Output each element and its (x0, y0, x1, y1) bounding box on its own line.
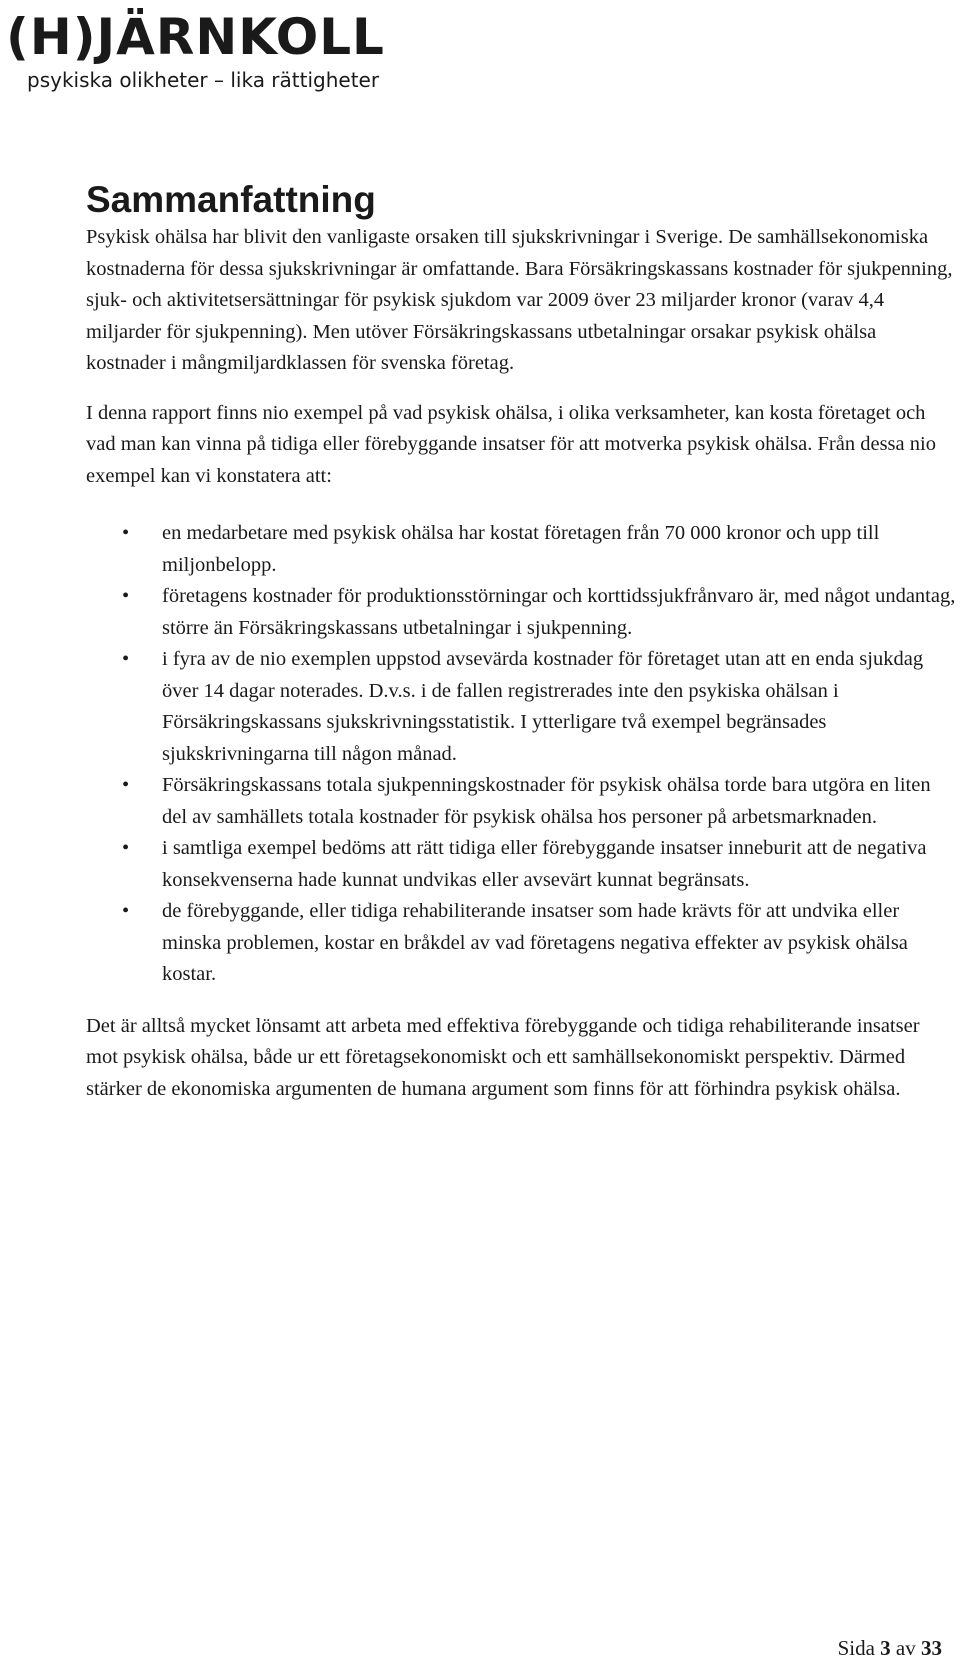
list-item (86, 833, 956, 896)
bullet-icon: • (122, 774, 130, 796)
page-label: Sida (837, 1636, 875, 1660)
total-pages: 33 (921, 1636, 942, 1660)
page-of-label: av (895, 1636, 916, 1660)
page-number (838, 1634, 942, 1662)
examples-paragraph: I denna rapport finns nio exempel på vad psykisk ohälsa, i olika verksamheter, kan kosta företaget och vad man kan vinna på tidiga eller förebyggande insatser för att motverka psykisk ohälsa. Från dessa nio exempel kan vi konstatera att: (86, 401, 936, 487)
list-item-text: i fyra av de nio exemplen uppstod avsevärda kostnader för företaget utan att en enda sjukdag över 14 dagar noterades. D.v.s. i de fallen registrerades inte den psykiska ohälsan i Försäkringskassans sjukskrivningsstatistik. I ytterligare två exempel begränsades sjukskrivningarna till någon månad. (162, 648, 924, 765)
list-item (86, 896, 956, 991)
page-title: Sammanfattning (86, 179, 376, 220)
list-item-text: en medarbetare med psykisk ohälsa har kostat företagen från 70 000 kronor och upp till miljonbelopp. (162, 522, 880, 576)
bullet-icon: • (122, 585, 130, 607)
findings-list (86, 518, 956, 991)
list-item-text: de förebyggande, eller tidiga rehabiliterande insatser som hade krävts för att undvika eller minska problemen, kostar en bråkdel av vad företagens negativa effekter av psykisk ohälsa kostar. (162, 900, 908, 985)
list-item (86, 518, 956, 581)
list-item (86, 770, 956, 833)
current-page: 3 (880, 1636, 891, 1660)
bullet-icon: • (122, 648, 130, 670)
bullet-icon: • (122, 522, 130, 544)
bullet-icon: • (122, 900, 130, 922)
list-item-text: företagens kostnader för produktionsstörningar och korttidssjukfrånvaro är, med något undantag, större än Försäkringskassans utbetalningar i sjukpenning. (162, 585, 956, 639)
list-item-text: i samtliga exempel bedöms att rätt tidiga eller förebyggande insatser inneburit att de negativa konsekvenserna hade kunnat undvikas eller avsevärt kunnat begränsats. (162, 837, 927, 891)
logo-wordmark: (H)JÄRNKOLL (6, 8, 385, 66)
list-item (86, 644, 956, 770)
list-item (86, 581, 956, 644)
logo (6, 10, 385, 92)
list-item-text: Försäkringskassans totala sjukpenningskostnader för psykisk ohälsa torde bara utgöra en liten del av samhällets totala kostnader för psykisk ohälsa hos personer på arbetsmarknaden. (162, 774, 931, 828)
conclusion-paragraph: Det är alltså mycket lönsamt att arbeta med effektiva förebyggande och tidiga rehabiliterande insatser mot psykisk ohälsa, både ur ett företagsekonomiskt och ett samhällsekonomiskt perspektiv. Därmed stärker de ekonomiska argumenten de humana argument som finns för att förhindra psykisk ohälsa. (86, 1014, 920, 1100)
logo-tagline: psykiska olikheter – lika rättigheter (27, 68, 380, 92)
bullet-icon: • (122, 837, 130, 859)
document-body (86, 178, 956, 1123)
intro-paragraph: Psykisk ohälsa har blivit den vanligaste orsaken till sjukskrivningar i Sverige. De samhällsekonomiska kostnaderna för dessa sjukskrivningar är omfattande. Bara Försäkringskassans kostnader för sjukpenning, sjuk- och aktivitetsersättningar för psykisk sjukdom var 2009 över 23 miljarder kronor (varav 4,4 miljarder för sjukpenning). Men utöver Försäkringskassans utbetalningar orsakar psykisk ohälsa kostnader i mångmiljardklassen för svenska företag. (86, 226, 953, 374)
